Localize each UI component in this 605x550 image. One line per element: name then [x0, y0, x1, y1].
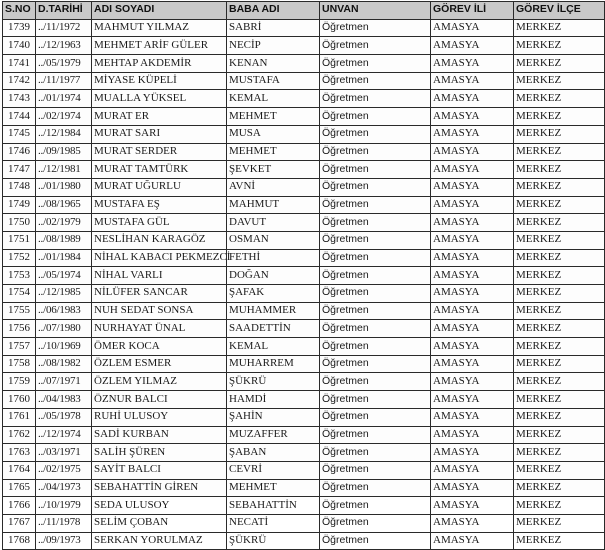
full-name-cell: NESLİHAN KARAGÖZ — [92, 231, 227, 249]
district-cell: MERKEZ — [514, 497, 605, 515]
province-cell: AMASYA — [431, 37, 514, 55]
full-name-cell: ÖZLEM YILMAZ — [92, 373, 227, 391]
table-row — [3, 302, 605, 320]
sno-cell: 1751 — [3, 231, 36, 249]
province-cell: AMASYA — [431, 514, 514, 532]
title-cell: Öğretmen — [320, 90, 431, 108]
birth-date-cell: ../08/1965 — [36, 196, 92, 214]
province-cell: AMASYA — [431, 214, 514, 232]
title-cell: Öğretmen — [320, 532, 431, 550]
birth-date-cell: ../05/1974 — [36, 267, 92, 285]
province-cell: AMASYA — [431, 355, 514, 373]
sno-cell: 1752 — [3, 249, 36, 267]
title-cell: Öğretmen — [320, 196, 431, 214]
province-cell: AMASYA — [431, 497, 514, 515]
table-row — [3, 90, 605, 108]
title-cell: Öğretmen — [320, 355, 431, 373]
full-name-cell: MURAT SERDER — [92, 143, 227, 161]
father-name-cell: MUSTAFA — [227, 72, 320, 90]
title-cell: Öğretmen — [320, 19, 431, 37]
title-cell: Öğretmen — [320, 444, 431, 462]
sno-cell: 1746 — [3, 143, 36, 161]
table-row — [3, 391, 605, 409]
table-row — [3, 426, 605, 444]
title-cell: Öğretmen — [320, 37, 431, 55]
title-cell: Öğretmen — [320, 302, 431, 320]
header-district: GÖREV İLÇE — [514, 2, 605, 20]
table-row — [3, 178, 605, 196]
header-province: GÖREV İLİ — [431, 2, 514, 20]
table-row — [3, 231, 605, 249]
district-cell: MERKEZ — [514, 514, 605, 532]
sno-cell: 1753 — [3, 267, 36, 285]
district-cell: MERKEZ — [514, 231, 605, 249]
title-cell: Öğretmen — [320, 125, 431, 143]
table-row — [3, 285, 605, 303]
full-name-cell: RUHİ ULUSOY — [92, 408, 227, 426]
province-cell: AMASYA — [431, 90, 514, 108]
district-cell: MERKEZ — [514, 479, 605, 497]
full-name-cell: SELİM ÇOBAN — [92, 514, 227, 532]
table-row — [3, 355, 605, 373]
title-cell: Öğretmen — [320, 391, 431, 409]
title-cell: Öğretmen — [320, 285, 431, 303]
birth-date-cell: ../11/1972 — [36, 19, 92, 37]
father-name-cell: MUSA — [227, 125, 320, 143]
table-row — [3, 161, 605, 179]
title-cell: Öğretmen — [320, 338, 431, 356]
full-name-cell: NİHAL VARLI — [92, 267, 227, 285]
table-row — [3, 108, 605, 126]
table-row — [3, 408, 605, 426]
birth-date-cell: ../01/1974 — [36, 90, 92, 108]
title-cell: Öğretmen — [320, 214, 431, 232]
province-cell: AMASYA — [431, 161, 514, 179]
full-name-cell: MUSTAFA EŞ — [92, 196, 227, 214]
sno-cell: 1743 — [3, 90, 36, 108]
title-cell: Öğretmen — [320, 461, 431, 479]
sno-cell: 1744 — [3, 108, 36, 126]
sno-cell: 1759 — [3, 373, 36, 391]
father-name-cell: DOĞAN — [227, 267, 320, 285]
table-body — [3, 19, 605, 550]
table-row — [3, 55, 605, 73]
birth-date-cell: ../09/1985 — [36, 143, 92, 161]
district-cell: MERKEZ — [514, 267, 605, 285]
table-row — [3, 479, 605, 497]
birth-date-cell: ../07/1980 — [36, 320, 92, 338]
province-cell: AMASYA — [431, 461, 514, 479]
full-name-cell: MUSTAFA GÜL — [92, 214, 227, 232]
table-row — [3, 532, 605, 550]
title-cell: Öğretmen — [320, 479, 431, 497]
district-cell: MERKEZ — [514, 90, 605, 108]
father-name-cell: AVNİ — [227, 178, 320, 196]
father-name-cell: SABRİ — [227, 19, 320, 37]
sno-cell: 1760 — [3, 391, 36, 409]
province-cell: AMASYA — [431, 196, 514, 214]
province-cell: AMASYA — [431, 338, 514, 356]
father-name-cell: KEMAL — [227, 90, 320, 108]
district-cell: MERKEZ — [514, 72, 605, 90]
full-name-cell: SEDA ULUSOY — [92, 497, 227, 515]
father-name-cell: ŞAHİN — [227, 408, 320, 426]
table-row — [3, 125, 605, 143]
birth-date-cell: ../09/1973 — [36, 532, 92, 550]
table-row — [3, 249, 605, 267]
sno-cell: 1741 — [3, 55, 36, 73]
birth-date-cell: ../12/1981 — [36, 161, 92, 179]
full-name-cell: NURHAYAT ÜNAL — [92, 320, 227, 338]
district-cell: MERKEZ — [514, 461, 605, 479]
title-cell: Öğretmen — [320, 514, 431, 532]
birth-date-cell: ../12/1974 — [36, 426, 92, 444]
full-name-cell: MURAT SARI — [92, 125, 227, 143]
full-name-cell: SERKAN YORULMAZ — [92, 532, 227, 550]
father-name-cell: FETHİ — [227, 249, 320, 267]
sno-cell: 1764 — [3, 461, 36, 479]
table-row — [3, 143, 605, 161]
father-name-cell: OSMAN — [227, 231, 320, 249]
birth-date-cell: ../07/1971 — [36, 373, 92, 391]
title-cell: Öğretmen — [320, 161, 431, 179]
birth-date-cell: ../11/1978 — [36, 514, 92, 532]
header-father-name: BABA ADI — [227, 2, 320, 20]
header-birth-date: D.TARİHİ — [36, 2, 92, 20]
birth-date-cell: ../02/1975 — [36, 461, 92, 479]
district-cell: MERKEZ — [514, 19, 605, 37]
father-name-cell: MEHMET — [227, 108, 320, 126]
district-cell: MERKEZ — [514, 338, 605, 356]
district-cell: MERKEZ — [514, 302, 605, 320]
sno-cell: 1768 — [3, 532, 36, 550]
district-cell: MERKEZ — [514, 373, 605, 391]
province-cell: AMASYA — [431, 55, 514, 73]
title-cell: Öğretmen — [320, 108, 431, 126]
father-name-cell: MUHARREM — [227, 355, 320, 373]
province-cell: AMASYA — [431, 125, 514, 143]
father-name-cell: KEMAL — [227, 338, 320, 356]
full-name-cell: ÖZLEM ESMER — [92, 355, 227, 373]
full-name-cell: MAHMUT YILMAZ — [92, 19, 227, 37]
sno-cell: 1740 — [3, 37, 36, 55]
province-cell: AMASYA — [431, 444, 514, 462]
birth-date-cell: ../12/1985 — [36, 285, 92, 303]
personnel-table — [2, 1, 605, 550]
birth-date-cell: ../02/1979 — [36, 214, 92, 232]
sno-cell: 1750 — [3, 214, 36, 232]
province-cell: AMASYA — [431, 373, 514, 391]
province-cell: AMASYA — [431, 408, 514, 426]
title-cell: Öğretmen — [320, 231, 431, 249]
district-cell: MERKEZ — [514, 196, 605, 214]
full-name-cell: MUALLA YÜKSEL — [92, 90, 227, 108]
header-full-name: ADI SOYADI — [92, 2, 227, 20]
title-cell: Öğretmen — [320, 426, 431, 444]
title-cell: Öğretmen — [320, 267, 431, 285]
birth-date-cell: ../10/1969 — [36, 338, 92, 356]
district-cell: MERKEZ — [514, 408, 605, 426]
full-name-cell: SALİH ŞÜREN — [92, 444, 227, 462]
father-name-cell: HAMDİ — [227, 391, 320, 409]
full-name-cell: SEBAHATTİN GİREN — [92, 479, 227, 497]
father-name-cell: ŞÜKRÜ — [227, 532, 320, 550]
full-name-cell: ÖMER KOCA — [92, 338, 227, 356]
district-cell: MERKEZ — [514, 249, 605, 267]
table-row — [3, 373, 605, 391]
sno-cell: 1763 — [3, 444, 36, 462]
sno-cell: 1762 — [3, 426, 36, 444]
full-name-cell: NUH SEDAT SONSA — [92, 302, 227, 320]
title-cell: Öğretmen — [320, 72, 431, 90]
sno-cell: 1761 — [3, 408, 36, 426]
district-cell: MERKEZ — [514, 178, 605, 196]
full-name-cell: ÖZNUR BALCI — [92, 391, 227, 409]
sno-cell: 1766 — [3, 497, 36, 515]
father-name-cell: ŞABAN — [227, 444, 320, 462]
district-cell: MERKEZ — [514, 161, 605, 179]
birth-date-cell: ../12/1963 — [36, 37, 92, 55]
birth-date-cell: ../06/1983 — [36, 302, 92, 320]
sno-cell: 1739 — [3, 19, 36, 37]
province-cell: AMASYA — [431, 532, 514, 550]
province-cell: AMASYA — [431, 108, 514, 126]
province-cell: AMASYA — [431, 72, 514, 90]
district-cell: MERKEZ — [514, 391, 605, 409]
province-cell: AMASYA — [431, 391, 514, 409]
table-row — [3, 320, 605, 338]
district-cell: MERKEZ — [514, 355, 605, 373]
sno-cell: 1758 — [3, 355, 36, 373]
birth-date-cell: ../12/1984 — [36, 125, 92, 143]
title-cell: Öğretmen — [320, 55, 431, 73]
full-name-cell: NİLÜFER SANCAR — [92, 285, 227, 303]
father-name-cell: NECATİ — [227, 514, 320, 532]
district-cell: MERKEZ — [514, 55, 605, 73]
province-cell: AMASYA — [431, 178, 514, 196]
sno-cell: 1755 — [3, 302, 36, 320]
district-cell: MERKEZ — [514, 444, 605, 462]
father-name-cell: ŞEVKET — [227, 161, 320, 179]
table-row — [3, 267, 605, 285]
birth-date-cell: ../03/1971 — [36, 444, 92, 462]
full-name-cell: SAYİT BALCI — [92, 461, 227, 479]
sno-cell: 1742 — [3, 72, 36, 90]
birth-date-cell: ../08/1982 — [36, 355, 92, 373]
district-cell: MERKEZ — [514, 320, 605, 338]
district-cell: MERKEZ — [514, 108, 605, 126]
district-cell: MERKEZ — [514, 214, 605, 232]
sno-cell: 1757 — [3, 338, 36, 356]
father-name-cell: DAVUT — [227, 214, 320, 232]
father-name-cell: ŞAFAK — [227, 285, 320, 303]
table-row — [3, 196, 605, 214]
district-cell: MERKEZ — [514, 426, 605, 444]
province-cell: AMASYA — [431, 285, 514, 303]
father-name-cell: ŞÜKRÜ — [227, 373, 320, 391]
father-name-cell: MAHMUT — [227, 196, 320, 214]
birth-date-cell: ../01/1980 — [36, 178, 92, 196]
title-cell: Öğretmen — [320, 497, 431, 515]
full-name-cell: MURAT ER — [92, 108, 227, 126]
father-name-cell: SAADETTİN — [227, 320, 320, 338]
title-cell: Öğretmen — [320, 143, 431, 161]
birth-date-cell: ../11/1977 — [36, 72, 92, 90]
table-row — [3, 444, 605, 462]
father-name-cell: MUHAMMER — [227, 302, 320, 320]
full-name-cell: MİYASE KÜPELİ — [92, 72, 227, 90]
sno-cell: 1747 — [3, 161, 36, 179]
birth-date-cell: ../04/1973 — [36, 479, 92, 497]
district-cell: MERKEZ — [514, 143, 605, 161]
province-cell: AMASYA — [431, 231, 514, 249]
district-cell: MERKEZ — [514, 285, 605, 303]
father-name-cell: MEHMET — [227, 479, 320, 497]
table-row — [3, 338, 605, 356]
birth-date-cell: ../01/1984 — [36, 249, 92, 267]
province-cell: AMASYA — [431, 143, 514, 161]
birth-date-cell: ../10/1979 — [36, 497, 92, 515]
father-name-cell: NECİP — [227, 37, 320, 55]
full-name-cell: NİHAL KABACI PEKMEZCİ — [92, 249, 227, 267]
sno-cell: 1767 — [3, 514, 36, 532]
table-row — [3, 497, 605, 515]
table-row — [3, 461, 605, 479]
full-name-cell: MEHTAP AKDEMİR — [92, 55, 227, 73]
table-row — [3, 19, 605, 37]
province-cell: AMASYA — [431, 479, 514, 497]
birth-date-cell: ../05/1978 — [36, 408, 92, 426]
header-title: UNVAN — [320, 2, 431, 20]
father-name-cell: MUZAFFER — [227, 426, 320, 444]
title-cell: Öğretmen — [320, 408, 431, 426]
title-cell: Öğretmen — [320, 373, 431, 391]
sno-cell: 1756 — [3, 320, 36, 338]
sno-cell: 1754 — [3, 285, 36, 303]
district-cell: MERKEZ — [514, 532, 605, 550]
full-name-cell: MURAT TAMTÜRK — [92, 161, 227, 179]
title-cell: Öğretmen — [320, 249, 431, 267]
header-sno: S.NO — [3, 2, 36, 20]
full-name-cell: MEHMET ARİF GÜLER — [92, 37, 227, 55]
birth-date-cell: ../05/1979 — [36, 55, 92, 73]
table-row — [3, 514, 605, 532]
father-name-cell: SEBAHATTİN — [227, 497, 320, 515]
province-cell: AMASYA — [431, 19, 514, 37]
father-name-cell: CEVRİ — [227, 461, 320, 479]
province-cell: AMASYA — [431, 249, 514, 267]
header-row — [3, 2, 605, 20]
birth-date-cell: ../02/1974 — [36, 108, 92, 126]
table-row — [3, 72, 605, 90]
sno-cell: 1748 — [3, 178, 36, 196]
sno-cell: 1765 — [3, 479, 36, 497]
title-cell: Öğretmen — [320, 320, 431, 338]
father-name-cell: MEHMET — [227, 143, 320, 161]
sno-cell: 1749 — [3, 196, 36, 214]
sno-cell: 1745 — [3, 125, 36, 143]
district-cell: MERKEZ — [514, 125, 605, 143]
birth-date-cell: ../04/1983 — [36, 391, 92, 409]
province-cell: AMASYA — [431, 302, 514, 320]
full-name-cell: SADİ KURBAN — [92, 426, 227, 444]
province-cell: AMASYA — [431, 267, 514, 285]
district-cell: MERKEZ — [514, 37, 605, 55]
father-name-cell: KENAN — [227, 55, 320, 73]
birth-date-cell: ../08/1989 — [36, 231, 92, 249]
title-cell: Öğretmen — [320, 178, 431, 196]
full-name-cell: MURAT UĞURLU — [92, 178, 227, 196]
province-cell: AMASYA — [431, 320, 514, 338]
table-row — [3, 37, 605, 55]
province-cell: AMASYA — [431, 426, 514, 444]
table-row — [3, 214, 605, 232]
